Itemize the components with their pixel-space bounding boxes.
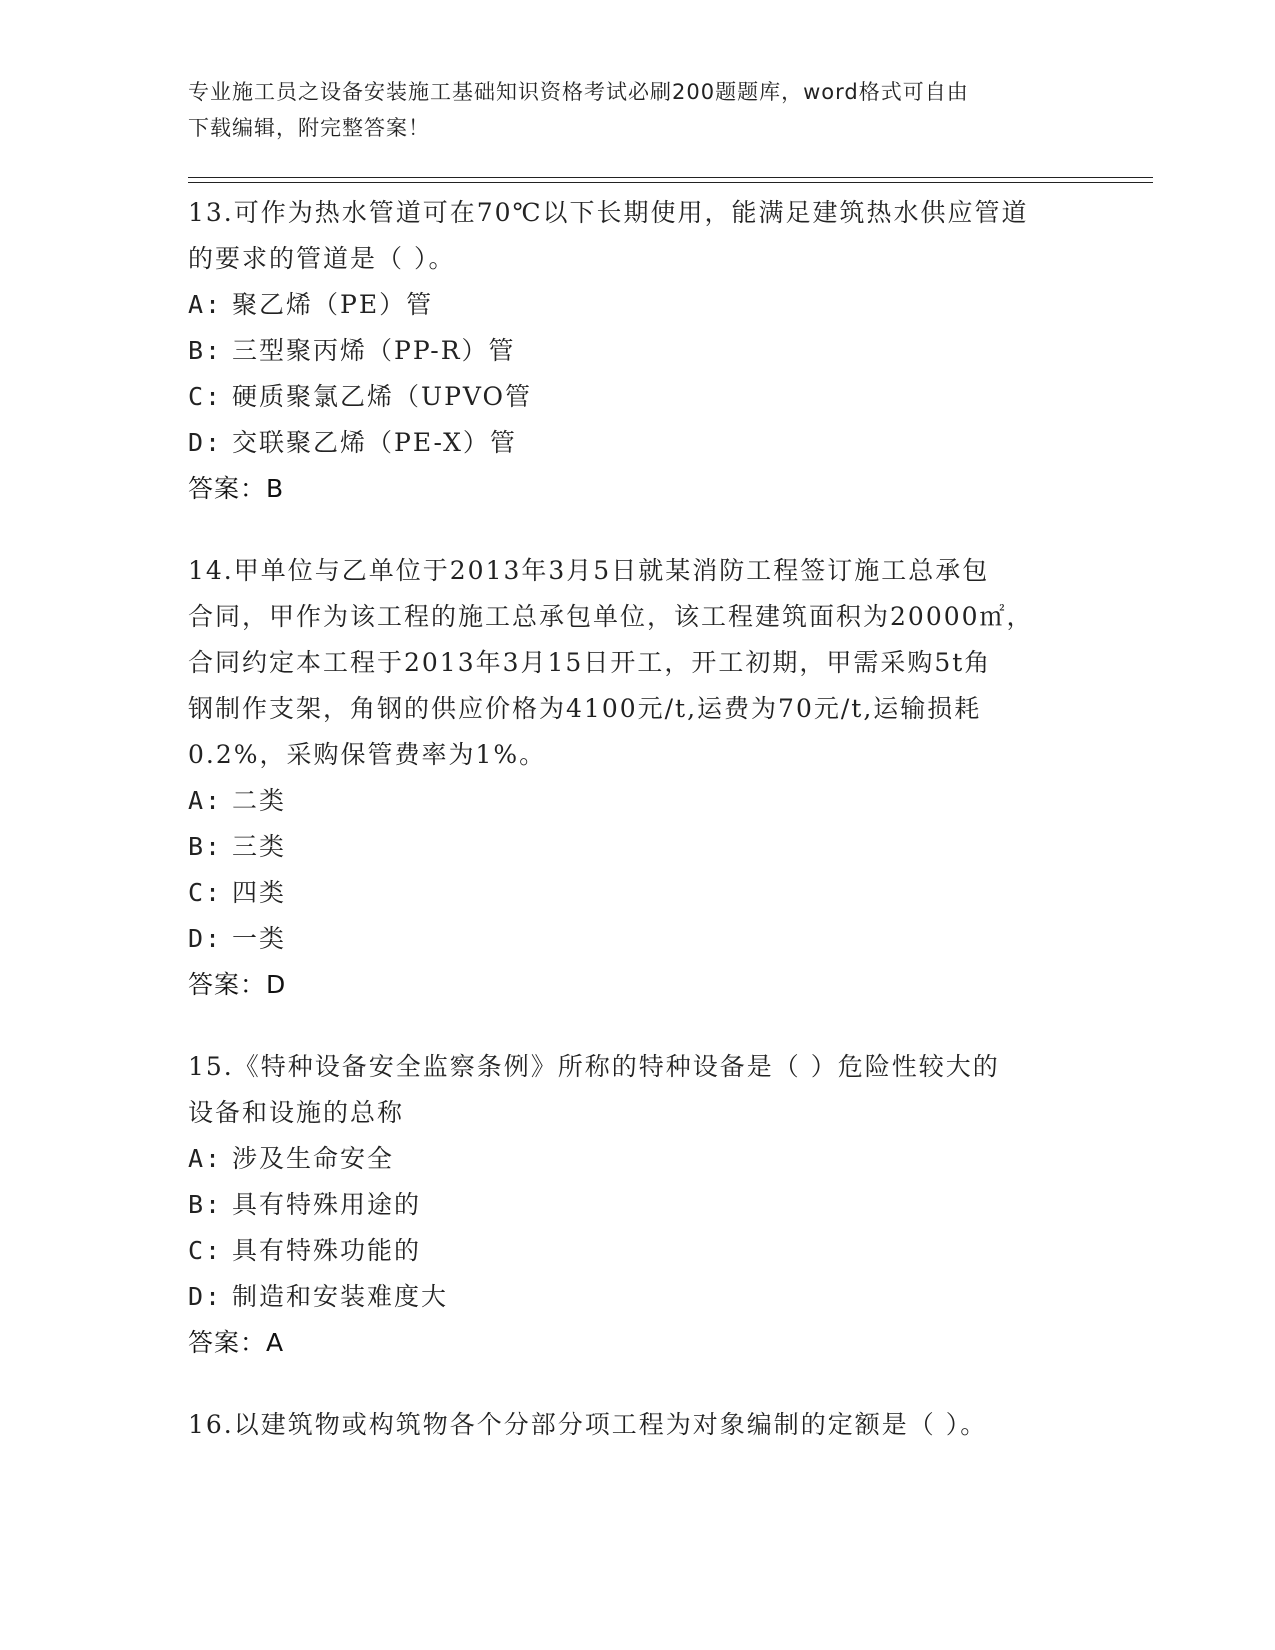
option-letter: A:: [188, 786, 223, 815]
header-line-1: 专业施工员之设备安装施工基础知识资格考试必刷200题题库，word格式可自由: [188, 80, 969, 104]
header-divider-top: [188, 177, 1153, 178]
question-text-line: 13.可作为热水管道可在70℃以下长期使用，能满足建筑热水供应管道: [188, 198, 1029, 227]
option-letter: A:: [188, 290, 223, 319]
option-letter: D:: [188, 1282, 223, 1311]
option-letter: B:: [188, 336, 223, 365]
question-text-line: 0.2%，采购保管费率为1%。: [188, 740, 547, 769]
option-letter: C:: [188, 1236, 223, 1265]
option-text: 聚乙烯（PE）管: [232, 290, 434, 319]
option-text: 硬质聚氯乙烯（UPVO管: [232, 382, 533, 411]
question-text-line: 钢制作支架，角钢的供应价格为4100元/t,运费为70元/t,运输损耗: [188, 694, 982, 723]
question-block: [188, 190, 1088, 512]
question-block: [188, 1402, 1088, 1448]
option-letter: B:: [188, 832, 223, 861]
answer-option: [188, 1274, 1088, 1320]
answer-option: [188, 778, 1088, 824]
option-text: 三类: [232, 832, 287, 861]
option-letter: D:: [188, 428, 223, 457]
answer-option: [188, 1136, 1088, 1182]
option-text: 交联聚乙烯（PE-X）管: [232, 428, 517, 457]
question-text-line: 合同，甲作为该工程的施工总承包单位，该工程建筑面积为20000㎡，: [188, 602, 1034, 631]
answer-key: 答案：B: [188, 474, 285, 503]
question-text-line: 设备和设施的总称: [188, 1098, 405, 1127]
option-letter: C:: [188, 878, 223, 907]
option-letter: D:: [188, 924, 223, 953]
question-text-line: 14.甲单位与乙单位于2013年3月5日就某消防工程签订施工总承包: [188, 556, 990, 585]
answer-option: [188, 1182, 1088, 1228]
question-block: [188, 1044, 1088, 1366]
question-text-line: 的要求的管道是（ ）。: [188, 244, 456, 273]
option-text: 制造和安装难度大: [232, 1282, 449, 1311]
answer-option: [188, 282, 1088, 328]
header-line-2: 下载编辑，附完整答案！: [188, 116, 430, 140]
option-text: 一类: [232, 924, 287, 953]
question-text-line: 16.以建筑物或构筑物各个分部分项工程为对象编制的定额是（ ）。: [188, 1410, 988, 1439]
option-letter: A:: [188, 1144, 223, 1173]
question-block: [188, 548, 1088, 1008]
option-text: 具有特殊用途的: [232, 1190, 422, 1219]
option-text: 涉及生命安全: [232, 1144, 395, 1173]
option-text: 三型聚丙烯（PP-R）管: [232, 336, 516, 365]
question-text-line: 合同约定本工程于2013年3月15日开工，开工初期，甲需采购5t角: [188, 648, 992, 677]
option-letter: C:: [188, 382, 223, 411]
answer-option: [188, 870, 1088, 916]
answer-option: [188, 916, 1088, 962]
option-text: 具有特殊功能的: [232, 1236, 422, 1265]
question-text-line: 15.《特种设备安全监察条例》所称的特种设备是（ ）危险性较大的: [188, 1052, 1000, 1081]
answer-option: [188, 374, 1088, 420]
answer-key: 答案：D: [188, 970, 287, 999]
option-text: 四类: [232, 878, 287, 907]
option-letter: B:: [188, 1190, 223, 1219]
option-text: 二类: [232, 786, 287, 815]
answer-option: [188, 328, 1088, 374]
answer-option: [188, 420, 1088, 466]
answer-key: 答案：A: [188, 1328, 285, 1357]
answer-option: [188, 824, 1088, 870]
answer-option: [188, 1228, 1088, 1274]
header-divider-bottom: [188, 182, 1153, 183]
document-header: [188, 74, 1088, 146]
question-list: [188, 190, 1088, 1484]
